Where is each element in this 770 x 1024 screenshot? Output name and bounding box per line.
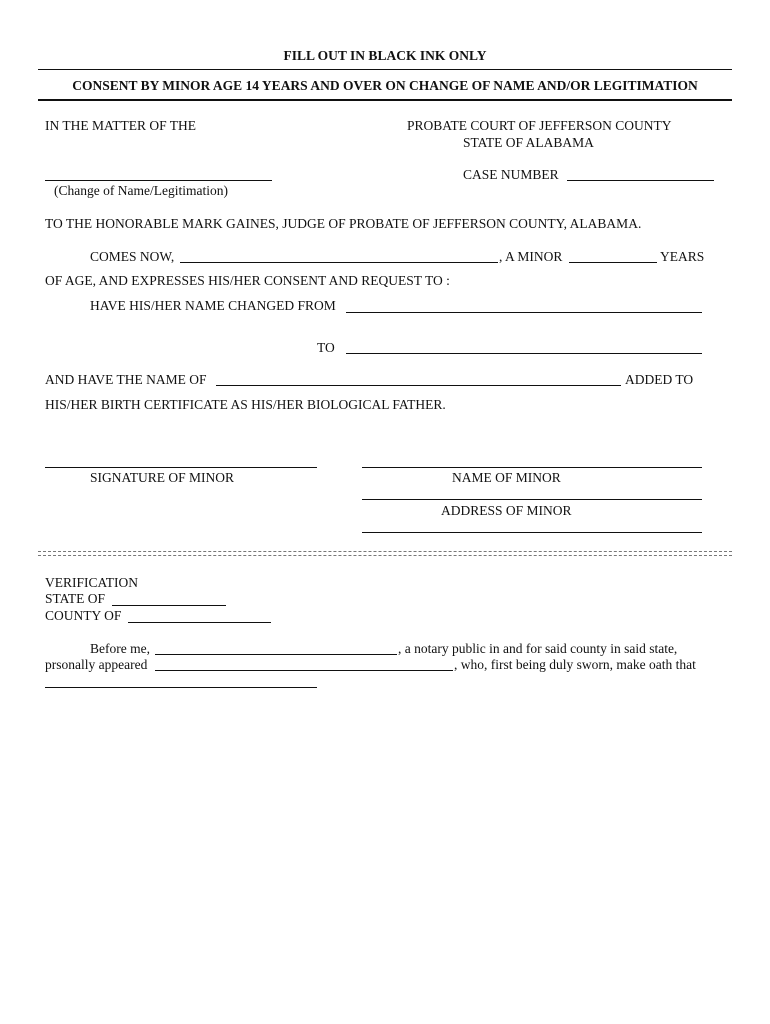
state-of-label: STATE OF	[45, 591, 106, 606]
county-of-field[interactable]	[128, 622, 271, 623]
case-number-field[interactable]	[567, 180, 714, 181]
verification-heading: VERIFICATION	[45, 575, 138, 590]
header-bottom-rule	[38, 99, 732, 101]
matter-label: IN THE MATTER OF THE	[45, 118, 196, 133]
separator-dashed-2	[38, 555, 732, 556]
current-name-field[interactable]	[346, 312, 702, 313]
added-to-label: ADDED TO	[625, 372, 694, 387]
father-name-field[interactable]	[216, 385, 621, 386]
county-of-label: COUNTY OF	[45, 608, 122, 623]
state-of-field[interactable]	[112, 605, 226, 606]
years-label: YEARS	[660, 249, 705, 264]
signature-of-minor-field[interactable]	[45, 467, 317, 468]
form-title: CONSENT BY MINOR AGE 14 YEARS AND OVER ON CHANGE OF NAME AND/OR LEGITIMATION	[72, 78, 698, 93]
signature-of-minor-label: SIGNATURE OF MINOR	[90, 470, 235, 485]
appeared-person-field[interactable]	[155, 670, 453, 671]
of-age-line: OF AGE, AND EXPRESSES HIS/HER CONSENT AND REQUEST TO :	[45, 273, 450, 288]
case-number-label: CASE NUMBER	[463, 167, 559, 182]
ink-instruction: FILL OUT IN BLACK INK ONLY	[283, 48, 487, 63]
petitioner-name-field[interactable]	[45, 180, 272, 181]
address-of-minor-label: ADDRESS OF MINOR	[441, 503, 572, 518]
name-of-minor-field[interactable]	[362, 467, 702, 468]
comes-now-label: COMES NOW,	[90, 249, 175, 264]
judge-address-line: TO THE HONORABLE MARK GAINES, JUDGE OF PROBATE OF JEFFERSON COUNTY, ALABAMA.	[45, 216, 642, 231]
personally-appeared-label: prsonally appeared	[45, 657, 148, 672]
minor-age-field[interactable]	[569, 262, 657, 263]
court-name: PROBATE COURT OF JEFFERSON COUNTY	[407, 118, 672, 133]
new-name-field[interactable]	[346, 353, 702, 354]
have-name-of-label: AND HAVE THE NAME OF	[45, 372, 207, 387]
notary-text: , a notary public in and for said county in said state,	[398, 641, 678, 656]
change-of-name-label: (Change of Name/Legitimation)	[54, 183, 228, 198]
to-label: TO	[317, 340, 335, 355]
separator-dashed-1	[38, 551, 732, 552]
oath-text-field[interactable]	[45, 687, 317, 688]
birth-certificate-line: HIS/HER BIRTH CERTIFICATE AS HIS/HER BIOLOGICAL FATHER.	[45, 397, 446, 412]
notary-name-field[interactable]	[155, 654, 397, 655]
address-of-minor-field-2[interactable]	[362, 532, 702, 533]
name-of-minor-label: NAME OF MINOR	[452, 470, 561, 485]
name-changed-from-label: HAVE HIS/HER NAME CHANGED FROM	[90, 298, 336, 313]
minor-name-field[interactable]	[180, 262, 498, 263]
sworn-text: , who, first being duly sworn, make oath that	[454, 657, 696, 672]
address-of-minor-field[interactable]	[362, 499, 702, 500]
header-top-rule	[38, 69, 732, 70]
before-me-label: Before me,	[90, 641, 150, 656]
court-state: STATE OF ALABAMA	[463, 135, 594, 150]
a-minor-label: , A MINOR	[499, 249, 563, 264]
